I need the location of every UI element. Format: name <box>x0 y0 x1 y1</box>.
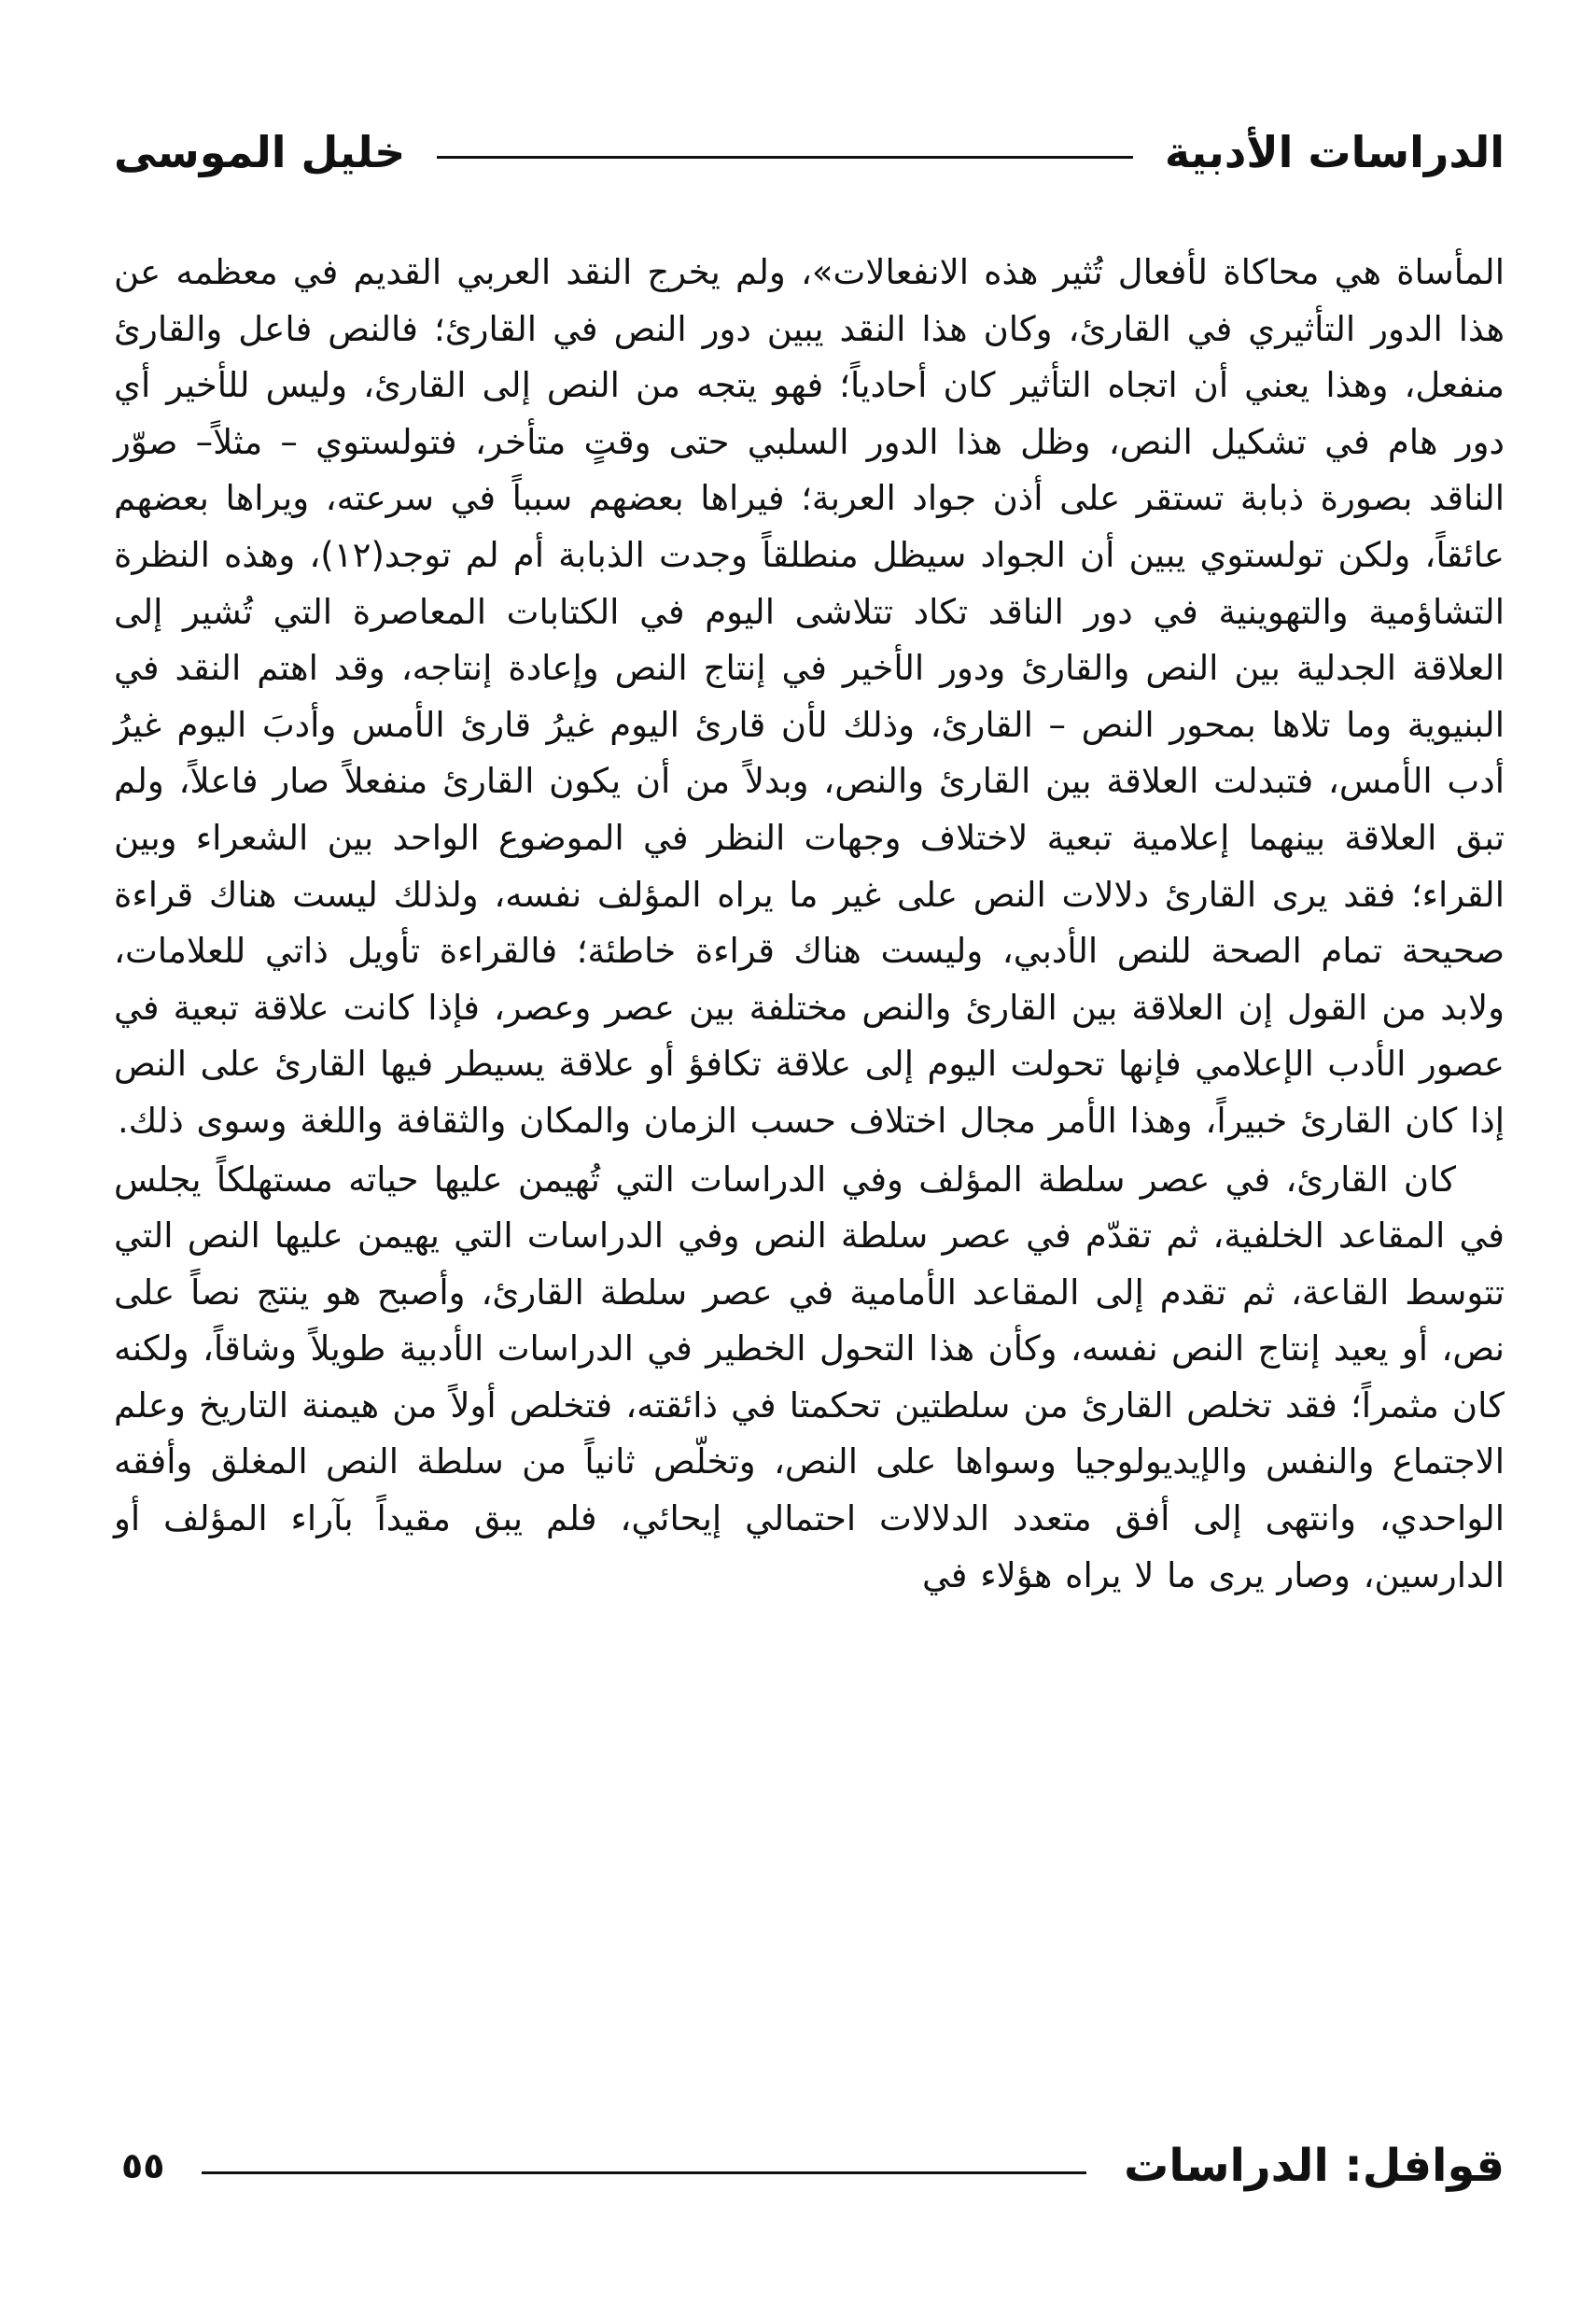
page-number: ٥٥ <box>121 2145 165 2186</box>
paragraph-1: المأساة هي محاكاة لأفعال تُثير هذه الانفعالات»، ولم يخرج النقد العربي القديم في معظمه عن هذا الدور التأثيري في القارئ، وكان هذا النقد يبين دور النص في القارئ؛ فالنص فاعل والقارئ منفعل، وهذا يعني أن اتجاه التأثير كان أحادياً؛ فهو يتجه من النص إلى القارئ، وليس للأخير أي دور هام في تشكيل النص، وظل هذا الدور السلبي حتى وقتٍ متأخر، فتولستوي – مثلاً– صوّر الناقد بصورة ذبابة تستقر على أذن جواد العربة؛ فيراها بعضهم سبباً في سرعته، ويراها بعضهم عائقاً، ولكن تولستوي يبين أن الجواد سيظل منطلقاً وجدت الذبابة أم لم توجد(١٢)، وهذه النظرة التشاؤمية والتهوينية في دور الناقد تكاد تتلاشى اليوم في الكتابات المعاصرة التي تُشير إلى العلاقة الجدلية بين النص والقارئ ودور الأخير في إنتاج النص وإعادة إنتاجه، وقد اهتم النقد في البنيوية وما تلاها بمحور النص – القارئ، وذلك لأن قارئ اليوم غيرُ قارئ الأمس وأدبَ اليوم غيرُ أدب الأمس، فتبدلت العلاقة بين القارئ والنص، وبدلاً من أن يكون القارئ منفعلاً صار فاعلاً، ولم تبق العلاقة بينهما إعلامية تبعية لاختلاف وجهات النظر في الموضوع الواحد بين الشعراء وبين القراء؛ فقد يرى القارئ دلالات النص على غير ما يراه المؤلف نفسه، ولذلك ليست هناك قراءة صحيحة تمام الصحة للنص الأدبي، وليست هناك قراءة خاطئة؛ فالقراءة تأويل ذاتي للعلامات، ولابد من القول إن العلاقة بين القارئ والنص مختلفة بين عصر وعصر، فإذا كانت علاقة تبعية في عصور الأدب الإعلامي فإنها تحولت اليوم إلى علاقة تكافؤ أو علاقة يسيطر فيها القارئ على النص إذا كان القارئ خبيراً، وهذا الأمر مجال اختلاف حسب الزمان والمكان والثقافة واللغة وسوى ذلك. <box>114 252 1505 1141</box>
footer-rule <box>202 2171 1086 2174</box>
journal-name: قوافل: الدراسات <box>1124 2140 1505 2192</box>
header-rule <box>437 156 1133 159</box>
article-body <box>114 245 1505 1604</box>
running-header <box>114 110 1505 194</box>
paragraph-2: كان القارئ، في عصر سلطة المؤلف وفي الدراسات التي تُهيمن عليها حياته مستهلكاً يجلس في المقاعد الخلفية، ثم تقدّم في عصر سلطة النص وفي الدراسات التي يهيمن عليها النص التي تتوسط القاعة، ثم تقدم إلى المقاعد الأمامية في عصر سلطة القارئ، وأصبح هو ينتج نصاً على نص، أو يعيد إنتاج النص نفسه، وكأن هذا التحول الخطير في الدراسات الأدبية طويلاً وشاقاً، ولكنه كان مثمراً؛ فقد تخلص القارئ من سلطتين تحكمتا في ذائقته، فتخلص أولاً من هيمنة التاريخ وعلم الاجتماع والنفس والإيديولوجيا وسواها على النص، وتخلّص ثانياً من سلطة النص المغلق وأفقه الواحدي، وانتهى إلى أفق متعدد الدلالات احتمالي إيحائي، فلم يبق مقيداً بآراء المؤلف أو الدارسين، وصار يرى ما لا يراه هؤلاء في <box>114 1159 1505 1595</box>
running-footer <box>121 2119 1505 2213</box>
section-title: الدراسات الأدبية <box>1164 127 1505 177</box>
author-name: خليل الموسى <box>114 127 406 177</box>
